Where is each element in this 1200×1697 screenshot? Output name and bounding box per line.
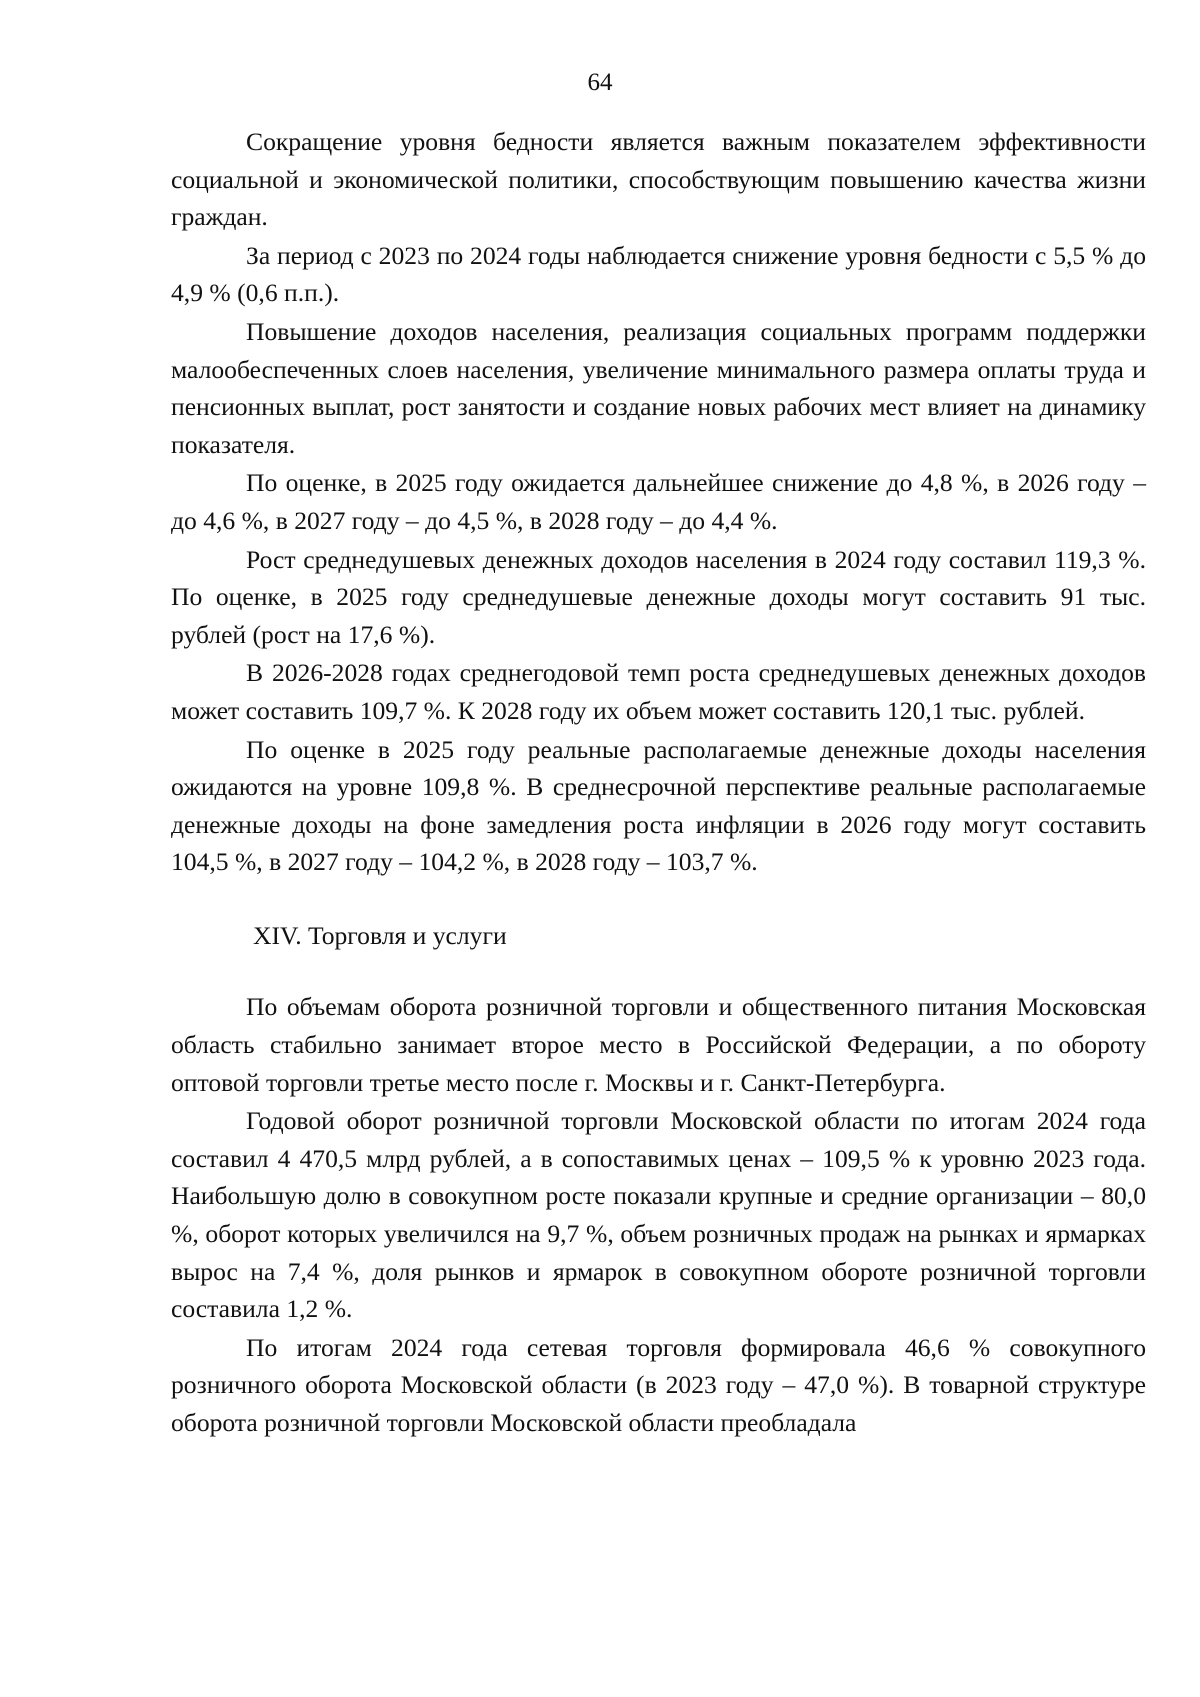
paragraph-real-income: По оценке в 2025 году реальные располагаемые денежные доходы населения ожидаются на уровне 109,8 %. В среднесрочной перспективе реальные располагаемые денежные доходы на фоне замедления роста инфляции в 2026 году могут составить 104,5 %, в 2027 году – 104,2 %, в 2028 году – 103,7 %. [171, 734, 1146, 877]
paragraph-income-growth: Рост среднедушевых денежных доходов населения в 2024 году составил 119,3 %. По оценке, в 2025 году среднедушевые денежные доходы могут составить 91 тыс. рублей (рост на 17,6 %). [171, 544, 1146, 649]
section-heading: XIV. Торговля и услуги [253, 920, 507, 950]
document-body [171, 123, 1146, 1443]
paragraph-poverty-trend: За период с 2023 по 2024 годы наблюдается снижение уровня бедности с 5,5 % до 4,9 % (0,6 п.п.). [171, 240, 1146, 308]
paragraph-chain-retail: По итогам 2024 года сетевая торговля формировала 46,6 % совокупного розничного оборота Московской области (в 2023 году – 47,0 %). В товарной структуре оборота розничной торговли Московской области преобладала [171, 1332, 1146, 1437]
paragraph-income-factors: Повышение доходов населения, реализация социальных программ поддержки малообеспеченных слоев населения, увеличение минимального размера оплаты труда и пенсионных выплат, рост занятости и создание новых рабочих мест влияет на динамику показателя. [171, 316, 1146, 459]
paragraph-poverty-forecast: По оценке, в 2025 году ожидается дальнейшее снижение до 4,8 %, в 2026 году – до 4,6 %, в 2027 году – до 4,5 %, в 2028 году – до 4,4 %. [171, 468, 1146, 535]
paragraph-trade-ranking: По объемам оборота розничной торговли и общественного питания Московская область стабильно занимает второе место в Российской Федерации, а по обороту оптовой торговли третье место после г. Москвы и г. Санкт-Петербурга. [171, 992, 1146, 1097]
paragraph-retail-turnover: Годовой оборот розничной торговли Московской области по итогам 2024 года составил 4 470,5 млрд рублей, а в сопоставимых ценах – 109,5 % к уровню 2023 года. Наибольшую долю в совокупном росте показали крупные и средние организации – 80,0 %, оборот которых увеличился на 9,7 %, объем розничных продаж на рынках и ярмарках вырос на 7,4 %, доля рынков и ярмарок в совокупном обороте розничной торговли составила 1,2 %. [171, 1106, 1146, 1324]
paragraph-income-forecast: В 2026-2028 годах среднегодовой темп роста среднедушевых денежных доходов может составить 109,7 %. К 2028 году их объем может составить 120,1 тыс. рублей. [171, 658, 1146, 725]
paragraph-poverty-intro: Сокращение уровня бедности является важным показателем эффективности социальной и экономической политики, способствующим повышению качества жизни граждан. [171, 127, 1146, 232]
page-number: 64 [587, 69, 613, 96]
